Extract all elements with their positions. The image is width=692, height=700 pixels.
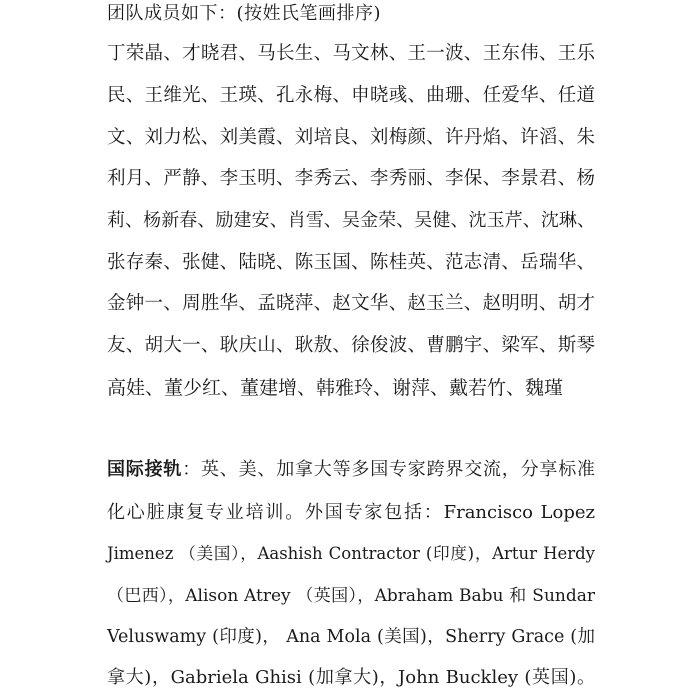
member-list-line: 利月、严静、李玉明、李秀云、李秀丽、李保、李景君、杨 (107, 168, 595, 189)
international-line: 化心脏康复专业培训。外国专家包括：Francisco Lopez (107, 502, 595, 523)
member-list-line: 高娃、董少红、董建增、韩雅玲、谢萍、戴若竹、魏瑾 (107, 377, 564, 399)
member-list-line: 莉、杨新春、励建安、肖雪、吴金荣、吴健、沈玉芹、沈琳、 (107, 210, 595, 231)
team-intro: 团队成员如下：(按姓氏笔画排序) (107, 3, 382, 24)
member-list-line: 张存秦、张健、陆晓、陈玉国、陈桂英、范志清、岳瑞华、 (107, 252, 595, 273)
international-line: Jimenez （美国），Aashish Contractor (印度)，Artur Herdy (107, 544, 595, 563)
member-list-line: 金钟一、周胜华、孟晓萍、赵文华、赵玉兰、赵明明、胡才 (107, 293, 595, 314)
international-intro: ：英、美、加拿大等多国专家跨界交流，分享标准 (182, 459, 596, 480)
member-list-line: 友、胡大一、耿庆山、耿敖、徐俊波、曹鹏宇、梁军、斯琴 (107, 335, 595, 356)
member-list-line: 文、刘力松、刘美霞、刘培良、刘梅颜、许丹焰、许滔、朱 (107, 127, 595, 148)
international-heading: 国际接轨 (107, 459, 183, 480)
international-line: 拿大)，Gabriela Ghisi (加拿大)，John Buckley (英国)。 (107, 667, 595, 688)
international-line: Veluswamy (印度)， Ana Mola (美国)，Sherry Grace (加 (107, 627, 595, 647)
international-first-line (107, 458, 595, 482)
member-list-line: 民、王维光、王瑛、孔永梅、申晓彧、曲珊、任爱华、任道 (107, 85, 595, 106)
member-list-line: 丁荣晶、才晓君、马长生、马文林、王一波、王东伟、王乐 (107, 43, 595, 64)
international-line: （巴西），Alison Atrey （英国），Abraham Babu 和 Sundar (107, 586, 595, 606)
